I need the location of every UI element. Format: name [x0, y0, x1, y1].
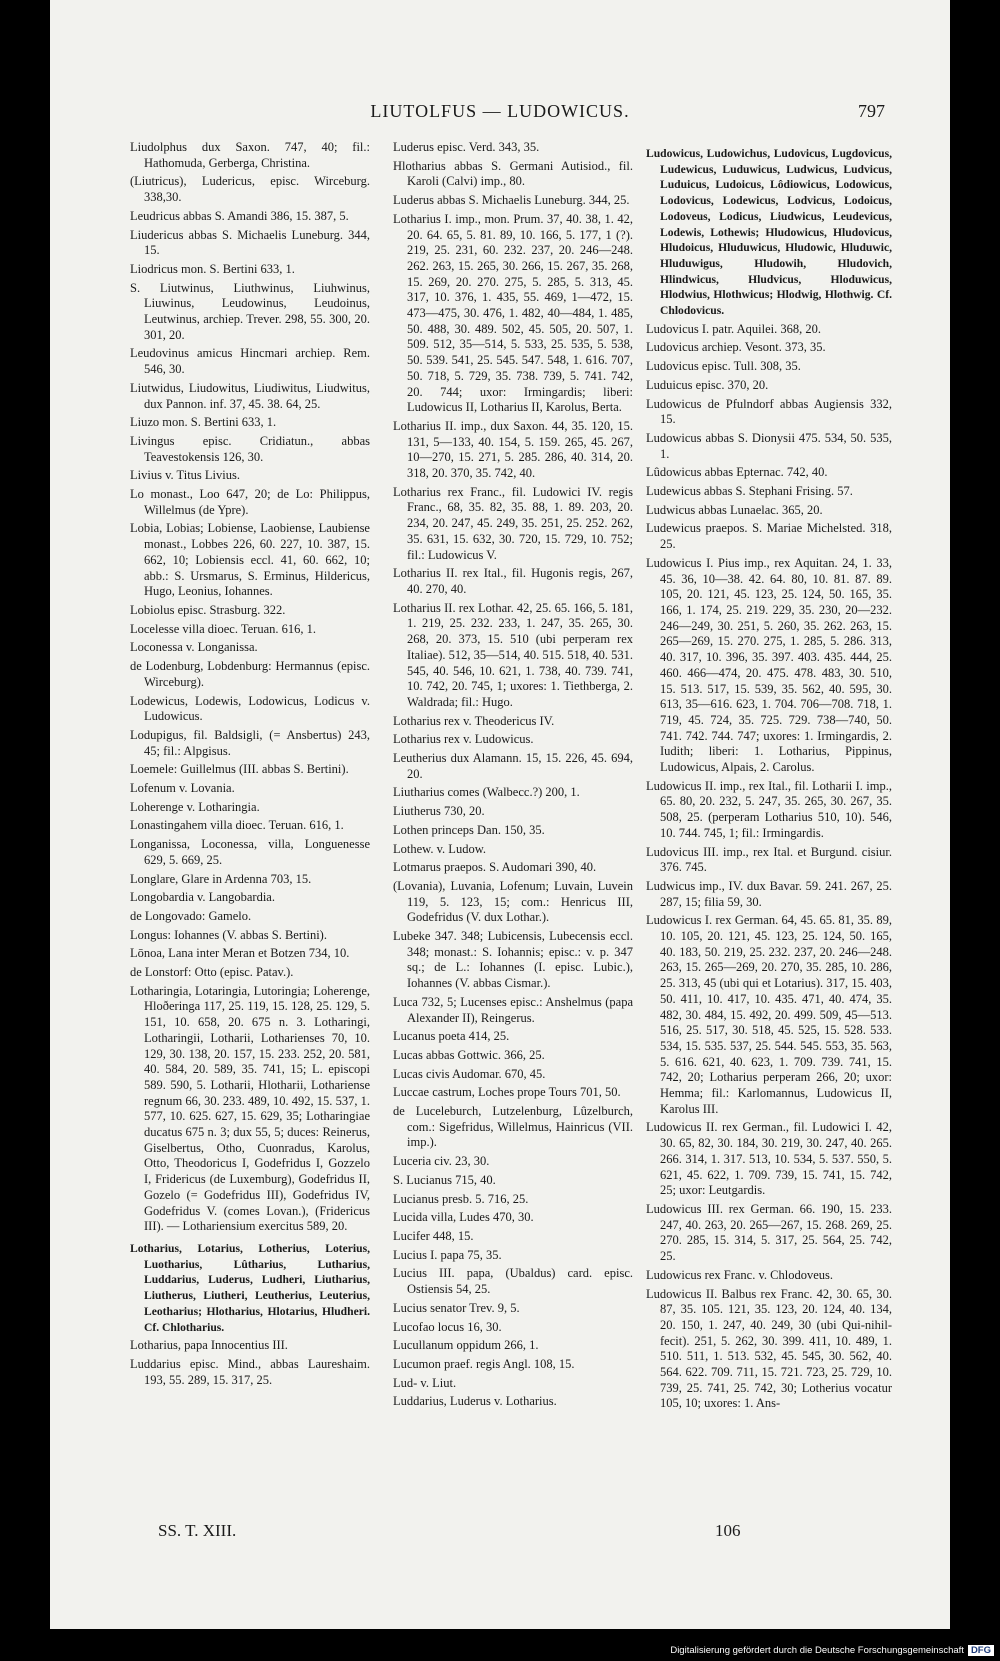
index-entry: Ludowicus de Pfulndorf abbas Augiensis 332, 15.: [646, 396, 892, 427]
index-entry: Luca 732, 5; Lucenses episc.: Anshelmus (papa Alexander II), Reingerus.: [393, 994, 633, 1025]
index-entry: Lucanus poeta 414, 25.: [393, 1029, 510, 1044]
index-entry: Ludowicus II. Balbus rex Franc. 42, 30. 65, 30. 87, 35. 105. 121, 35. 123, 20. 124, 40. 134, 20. 150, 1. 247, 40. 249, 30 (ubi Qui-nihil-fecit). 251, 5. 262, 30. 399. 411, 10. 489, 1. 510. 511, 1. 513. 532, 45. 545, 30. 562, 40. 564. 622. 709. 711, 15. 721. 723, 25. 729, 10. 739, 25. 741, 25. 742, 30; Lotherius vocatur 105, 10; uxores: 1. Ans-: [646, 1286, 892, 1411]
index-entry: Lubeke 347. 348; Lubicensis, Lubecensis eccl. 348; monast.: S. Iohannis; episc.: v. p. 347 sq.; de L.: Iohannes (I. episc. Lubic.), Iohannes (V. abbas Cismar.).: [393, 929, 633, 991]
index-entry: S. Lucianus 715, 40.: [393, 1172, 496, 1187]
index-entry: Ludowicus I. rex German. 64, 45. 65. 81, 35. 89, 10. 105, 20. 121, 45. 123, 25. 124, 50. 165, 40. 183, 50. 219, 25. 232. 237, 20. 246—248. 263, 15. 265—269, 20. 270, 35. 285, 10. 286, 25. 313, 45 (ubi qui et Lotarius). 317, 15. 403, 50. 411, 10. 417, 10. 435. 471, 40. 474, 35. 482, 30. 484, 15. 492, 20. 499. 509, 45—513. 516, 25. 517, 30. 518, 45. 525, 15. 528. 533. 534, 15. 535. 537, 25. 544. 545. 553, 35. 563, 5. 616. 621, 40. 623, 1. 709. 739. 741, 15. 742, 20; Lotharius perperam 266, 20; uxor: Hemma; fil.: Karlomannus, Ludowicus II, Karolus III.: [646, 913, 892, 1116]
volume-signature: SS. T. XIII.: [158, 1521, 237, 1540]
index-entry: Ludovicus I. patr. Aquilei. 368, 20.: [646, 321, 821, 336]
index-entry: Lucius I. papa 75, 35.: [393, 1247, 502, 1262]
credit-text: Digitalisierung gefördert durch die Deutsche Forschungsgemeinschaft: [670, 1645, 964, 1656]
index-entry: Loemele: Guillelmus (III. abbas S. Bertini).: [130, 762, 349, 777]
index-entry: Ludowicus II. rex German., fil. Ludowici I. 42, 30. 65, 82, 30. 184, 30. 219, 30. 247, 40. 265. 266. 314, 1. 317. 513, 10. 534, 5. 537. 550, 5. 621, 45. 622, 1. 709. 739, 15. 741, 15. 742, 25; uxor: Leutgardis.: [646, 1120, 892, 1198]
index-entry: de Lonstorf: Otto (episc. Patav.).: [130, 965, 294, 980]
index-entry: Ludewicus praepos. S. Mariae Michelsted. 318, 25.: [646, 521, 892, 552]
index-entry: Ludowicus abbas S. Dionysii 475. 534, 50. 535, 1.: [646, 430, 892, 461]
index-column-middle: [393, 140, 633, 1413]
index-entry: de Lodenburg, Lobdenburg: Hermannus (episc. Wirceburg).: [130, 659, 370, 689]
index-entry: Liudericus abbas S. Michaelis Luneburg. 344, 15.: [130, 227, 370, 258]
index-entry: Liuzo mon. S. Bertini 633, 1.: [130, 415, 277, 430]
index-entry: Lodupigus, fil. Baldsigli, (= Ansbertus) 243, 45; fil.: Alpgisus.: [130, 727, 370, 758]
index-entry: Lodewicus, Lodewis, Lodowicus, Lodicus v. Ludowicus.: [130, 693, 370, 724]
index-entry: Lucullanum oppidum 266, 1.: [393, 1338, 539, 1353]
index-entry: Lotharius, papa Innocentius III.: [130, 1338, 288, 1353]
index-entry: Lonastingahem villa dioec. Teruan. 616, 1.: [130, 818, 344, 833]
index-entry: Ludwicus abbas Lunaelac. 365, 20.: [646, 502, 823, 517]
index-entry: (Lovania), Luvania, Lofenum; Luvain, Luvein 119, 5. 123, 15; com.: Henricus III, Godefridus (V. dux Lothar.).: [393, 878, 633, 925]
index-entry: Lofenum v. Lovania.: [130, 781, 235, 796]
index-entry: Liutherus 730, 20.: [393, 804, 485, 819]
index-entry: Lōnoa, Lana inter Meran et Botzen 734, 10.: [130, 946, 350, 961]
index-entry: Lobia, Lobias; Lobiense, Laobiense, Laubiense monast., Lobbes 226, 60. 227, 10. 387, 15. 662, 10; Lobiensis eccl. 41, 60. 662, 10; abb.: S. Ursmarus, S. Erminus, Hildericus, Hugo, Leonius, Iohannes.: [130, 521, 370, 599]
index-entry: Lothew. v. Ludow.: [393, 841, 487, 856]
index-entry: Luduicus episc. 370, 20.: [646, 377, 769, 392]
index-entry: Luceria civ. 23, 30.: [393, 1154, 490, 1169]
index-entry: Lucida villa, Ludes 470, 30.: [393, 1210, 534, 1225]
index-entry: de Luceleburch, Lutzelenburg, Lûzelburch, com.: Sigefridus, Willelmus, Hainricus (VII. imp.).: [393, 1104, 633, 1150]
index-entry: Lotharius rex v. Theodericus IV.: [393, 713, 555, 728]
index-entry: Loherenge v. Lotharingia.: [130, 799, 260, 814]
index-entry: Luderus episc. Verd. 343, 35.: [393, 140, 540, 154]
index-column-left: [130, 140, 370, 1391]
index-entry: Ludowicus I. Pius imp., rex Aquitan. 24, 1. 33, 45. 36, 10—38. 42. 64. 80, 10. 81. 87. 89. 105, 20. 121, 45. 123, 25. 124, 50. 165, 35. 166, 1. 174, 25. 219. 229, 35. 230, 20—232. 246—249, 30. 251, 5. 260, 35. 262. 263, 15. 265—269, 15. 270. 275, 1. 285, 5. 286. 313, 40. 317, 10. 396, 35. 397. 403. 435. 444, 25. 460. 466—474, 20. 475. 478. 483, 30. 510, 15. 513. 517, 15. 539, 35. 562, 40. 595, 30. 613, 35—616. 623, 1. 704. 706—708. 718, 1. 719, 45. 724, 35. 725. 729. 738—740, 50. 741. 742. 744. 747; uxores: 1. Irmingardis, 2. Iudith; liberi: 1. Lotharius, Pippinus, Ludowicus, Alpais, 2. Carolus.: [646, 555, 892, 775]
index-entry: Loconessa v. Longanissa.: [130, 640, 258, 655]
index-entry: Longobardia v. Langobardia.: [130, 890, 275, 905]
index-entry: Liodricus mon. S. Bertini 633, 1.: [130, 261, 295, 276]
index-entry: Ludowicus rex Franc. v. Chlodoveus.: [646, 1267, 834, 1282]
digitization-credit: [0, 1645, 1000, 1656]
index-entry: Ludovicus episc. Tull. 308, 35.: [646, 359, 801, 374]
index-entry: (Liutricus), Ludericus, episc. Wirceburg. 338,30.: [130, 174, 370, 205]
index-entry: Leudovinus amicus Hincmari archiep. Rem. 546, 30.: [130, 346, 370, 377]
index-entry: Livingus episc. Cridiatun., abbas Teavestokensis 126, 30.: [130, 433, 370, 464]
index-column-right: [646, 140, 892, 1415]
index-entry: Lucas civis Audomar. 670, 45.: [393, 1066, 546, 1081]
index-entry: Lucofao locus 16, 30.: [393, 1319, 502, 1334]
index-entry: Longanissa, Loconessa, villa, Longuenesse 629, 5. 669, 25.: [130, 837, 370, 867]
index-entry: Liudolphus dux Saxon. 747, 40; fil.: Hathomuda, Gerberga, Christina.: [130, 140, 370, 170]
dfg-logo: DFG: [968, 1645, 994, 1656]
index-entry: Locelesse villa dioec. Teruan. 616, 1.: [130, 621, 316, 636]
index-entry: Luccae castrum, Loches prope Tours 701, 50.: [393, 1085, 621, 1100]
index-entry: Lotmarus praepos. S. Audomari 390, 40.: [393, 860, 597, 875]
running-head: LIUTOLFUS — LUDOWICUS.: [370, 101, 630, 121]
index-entry: S. Liutwinus, Liuthwinus, Liuhwinus, Liuwinus, Leudowinus, Leudoinus, Leutwinus, archiep. Trever. 298, 55. 300, 20. 301, 20.: [130, 280, 370, 342]
index-entry: Lucifer 448, 15.: [393, 1229, 474, 1243]
index-entry: Luderus abbas S. Michaelis Luneburg. 344, 25.: [393, 193, 630, 208]
index-entry: Lotharius rex v. Ludowicus.: [393, 732, 534, 747]
index-entry: Lotharius II. rex Ital., fil. Hugonis regis, 267, 40. 270, 40.: [393, 566, 633, 596]
index-entry: Leutherius dux Alamann. 15, 15. 226, 45. 694, 20.: [393, 751, 633, 781]
index-entry: Lud- v. Liut.: [393, 1375, 457, 1390]
book-page: [50, 0, 950, 1629]
page-number: 797: [858, 101, 885, 121]
index-entry: Ludewicus abbas S. Stephani Frising. 57.: [646, 484, 853, 499]
index-entry: Lo monast., Loo 647, 20; de Lo: Philippus, Willelmus (de Ypre).: [130, 487, 370, 517]
index-entry: Lotharingia, Lotaringia, Lutoringia; Loherenge, Hloðeringa 117, 25. 119, 15. 128, 25. 129, 5. 151, 10. 658, 20. 675 n. 3. Lotharingi, Lotharingii, Lotharii, Lotharienses 70, 10. 129, 30. 138, 20. 157, 15. 233. 252, 20. 581, 40. 584, 20. 589, 35. 741, 15; L. episcopi 589. 590, 5. Lotharii, Hlotharii, Lothariense regnum 66, 30. 233. 489, 10. 492, 15. 537, 1. 577, 10. 625. 627, 15. 629, 35; Lotharingiae ducatus 675 n. 3; dux 55, 5; duces: Reinerus, Giselbertus, Otho, Cuonradus, Karolus, Otto, Theodoricus I, Godefridus I, Gozzelo I, Fridericus (de Luxemburg), Godefridus II, Gozelo (= Godefridus III), Godefridus IV, Godefridus V. (comes Lovan.), (Fridericus III). — Lothariensium exercitus 589, 20.: [130, 983, 370, 1234]
index-entry: Leudricus abbas S. Amandi 386, 15. 387, 5.: [130, 208, 349, 223]
index-entry: Liutwidus, Liudowitus, Liudiwitus, Liudwitus, dux Pannon. inf. 37, 45. 38. 64, 25.: [130, 380, 370, 411]
index-entry: Lotharius rex Franc., fil. Ludowici IV. regis Franc., 68, 35. 82, 35. 88, 1. 89. 203, 20. 234, 20. 247, 45. 249, 35. 251, 25. 252. 262, 35. 631, 15. 632, 30. 720, 15. 729, 10. 752; fil.: Ludowicus V.: [393, 484, 633, 562]
index-entry: Ludovicus archiep. Vesont. 373, 35.: [646, 340, 826, 355]
index-entry: Lucius III. papa, (Ubaldus) card. episc. Ostiensis 54, 25.: [393, 1266, 633, 1297]
index-entry: Hlotharius abbas S. Germani Autisiod., fil. Karoli (Calvi) imp., 80.: [393, 158, 633, 189]
index-entry: Ludowicus II. imp., rex Ital., fil. Lotharii I. imp., 65. 80, 20. 232, 5. 247, 35. 265, 30. 267, 35. 508, 25. (perperam Lotharius 510, 10). 546, 10. 744. 745, 1; fil.: Irmingardis.: [646, 778, 892, 840]
index-entry: Ludovicus III. imp., rex Ital. et Burgund. cisiur. 376. 745.: [646, 844, 892, 875]
index-entry: Luddarius episc. Mind., abbas Laureshaim. 193, 55. 289, 15. 317, 25.: [130, 1356, 370, 1387]
sheet-number: 106: [715, 1521, 741, 1540]
index-entry: Longus: Iohannes (V. abbas S. Bertini).: [130, 927, 327, 942]
index-entry: Lotharius, Lotarius, Lotherius, Loterius, Luotharius, Lûtharius, Lutharius, Luddarius, Luderus, Ludheri, Liutharius, Liutherus, Liutheri, Leutherius, Leuterius, Leotharius; Hlotharius, Hlotarius, Hludheri. Cf. Chlotharius.: [130, 1242, 370, 1334]
index-entry: Ludwicus imp., IV. dux Bavar. 59. 241. 267, 25. 287, 15; filia 59, 30.: [646, 878, 892, 909]
index-entry: Lucius senator Trev. 9, 5.: [393, 1300, 520, 1315]
index-entry: Lobiolus episc. Strasburg. 322.: [130, 602, 286, 617]
index-entry: Lucas abbas Gottwic. 366, 25.: [393, 1047, 545, 1062]
index-entry: Lotharius II. rex Lothar. 42, 25. 65. 166, 5. 181, 1. 219, 25. 232. 233, 1. 247, 35. 265, 30. 268, 20. 373, 15. 510 (ubi perperam rex Italiae). 512, 35—514, 40. 515. 518, 40. 531. 545, 40. 546, 10. 621, 1. 738, 40. 739. 741, 10. 742, 20. 745, 1; uxores: 1. Tiethberga, 2. Waldrada; fil.: Hugo.: [393, 600, 634, 709]
index-entry: Ludowicus, Ludowichus, Ludovicus, Lugdovicus, Ludewicus, Luduwicus, Ludwicus, Ludvicus, Luduicus, Ludoicus, Lôdiowicus, Lodowicus, Lodovicus, Lodewicus, Lodvicus, Lodoicus, Lodoveus, Lodicus, Liudwicus, Leudevicus, Lodewis, Lothewis; Hludowicus, Hludovicus, Hludoicus, Hluduwicus, Hludowic, Hluduwic, Hluduwigus, Hludowih, Hludovich, Hlindwicus, Hludvicus, Hloduwicus, Hlodwius, Hlothwicus; Hlodwig, Hlothwig. Cf. Chlodovicus.: [646, 147, 892, 318]
index-entry: Luddarius, Luderus v. Lotharius.: [393, 1394, 557, 1409]
index-entry: Lothen princeps Dan. 150, 35.: [393, 822, 545, 837]
index-entry: Lotharius I. imp., mon. Prum. 37, 40. 38, 1. 42, 20. 64. 65, 5. 81. 89, 10. 166, 5. 177, 1 (?). 219, 25. 231, 60. 232. 237, 20. 246—248. 262. 263, 15. 265, 30. 266, 15. 267, 35. 268, 15. 269, 20. 270. 275, 5. 285, 5. 313, 45. 317, 10. 376, 1. 435, 55. 469, 1—472, 15. 473—475, 30. 476, 1. 482, 40—484, 1. 485, 50. 488, 30. 489. 502, 45. 505, 20. 507, 1. 509. 512, 35—514, 5. 533, 25. 535, 5. 538, 50. 539. 541, 25. 545. 547. 548, 1. 616. 707, 50. 718, 5. 729, 35. 738. 739, 5. 741. 742, 20. 744; uxor: Irmingardis; liberi: Ludowicus II, Lotharius II, Karolus, Berta.: [393, 211, 633, 415]
index-entry: Lûdowicus abbas Epternac. 742, 40.: [646, 465, 828, 480]
index-entry: Lucumon praef. regis Angl. 108, 15.: [393, 1356, 575, 1371]
index-entry: Longlare, Glare in Ardenna 703, 15.: [130, 871, 312, 886]
index-entry: Lucianus presb. 5. 716, 25.: [393, 1191, 529, 1206]
index-entry: Ludowicus III. rex German. 66. 190, 15. 233. 247, 40. 263, 20. 265—267, 15. 268. 269, 25. 270. 285, 15. 314, 5. 317, 25. 564, 25. 742, 25.: [646, 1202, 892, 1264]
index-entry: Lotharius II. imp., dux Saxon. 44, 35. 120, 15. 131, 5—133, 40. 154, 5. 159. 265, 45. 267, 10—270, 15. 271, 5. 285. 286, 40. 314, 20. 318, 20. 370, 35. 742, 40.: [393, 418, 633, 481]
index-entry: Liutharius comes (Walbecc.?) 200, 1.: [393, 785, 580, 800]
index-entry: Livius v. Titus Livius.: [130, 468, 240, 483]
index-entry: de Longovado: Gamelo.: [130, 908, 252, 923]
